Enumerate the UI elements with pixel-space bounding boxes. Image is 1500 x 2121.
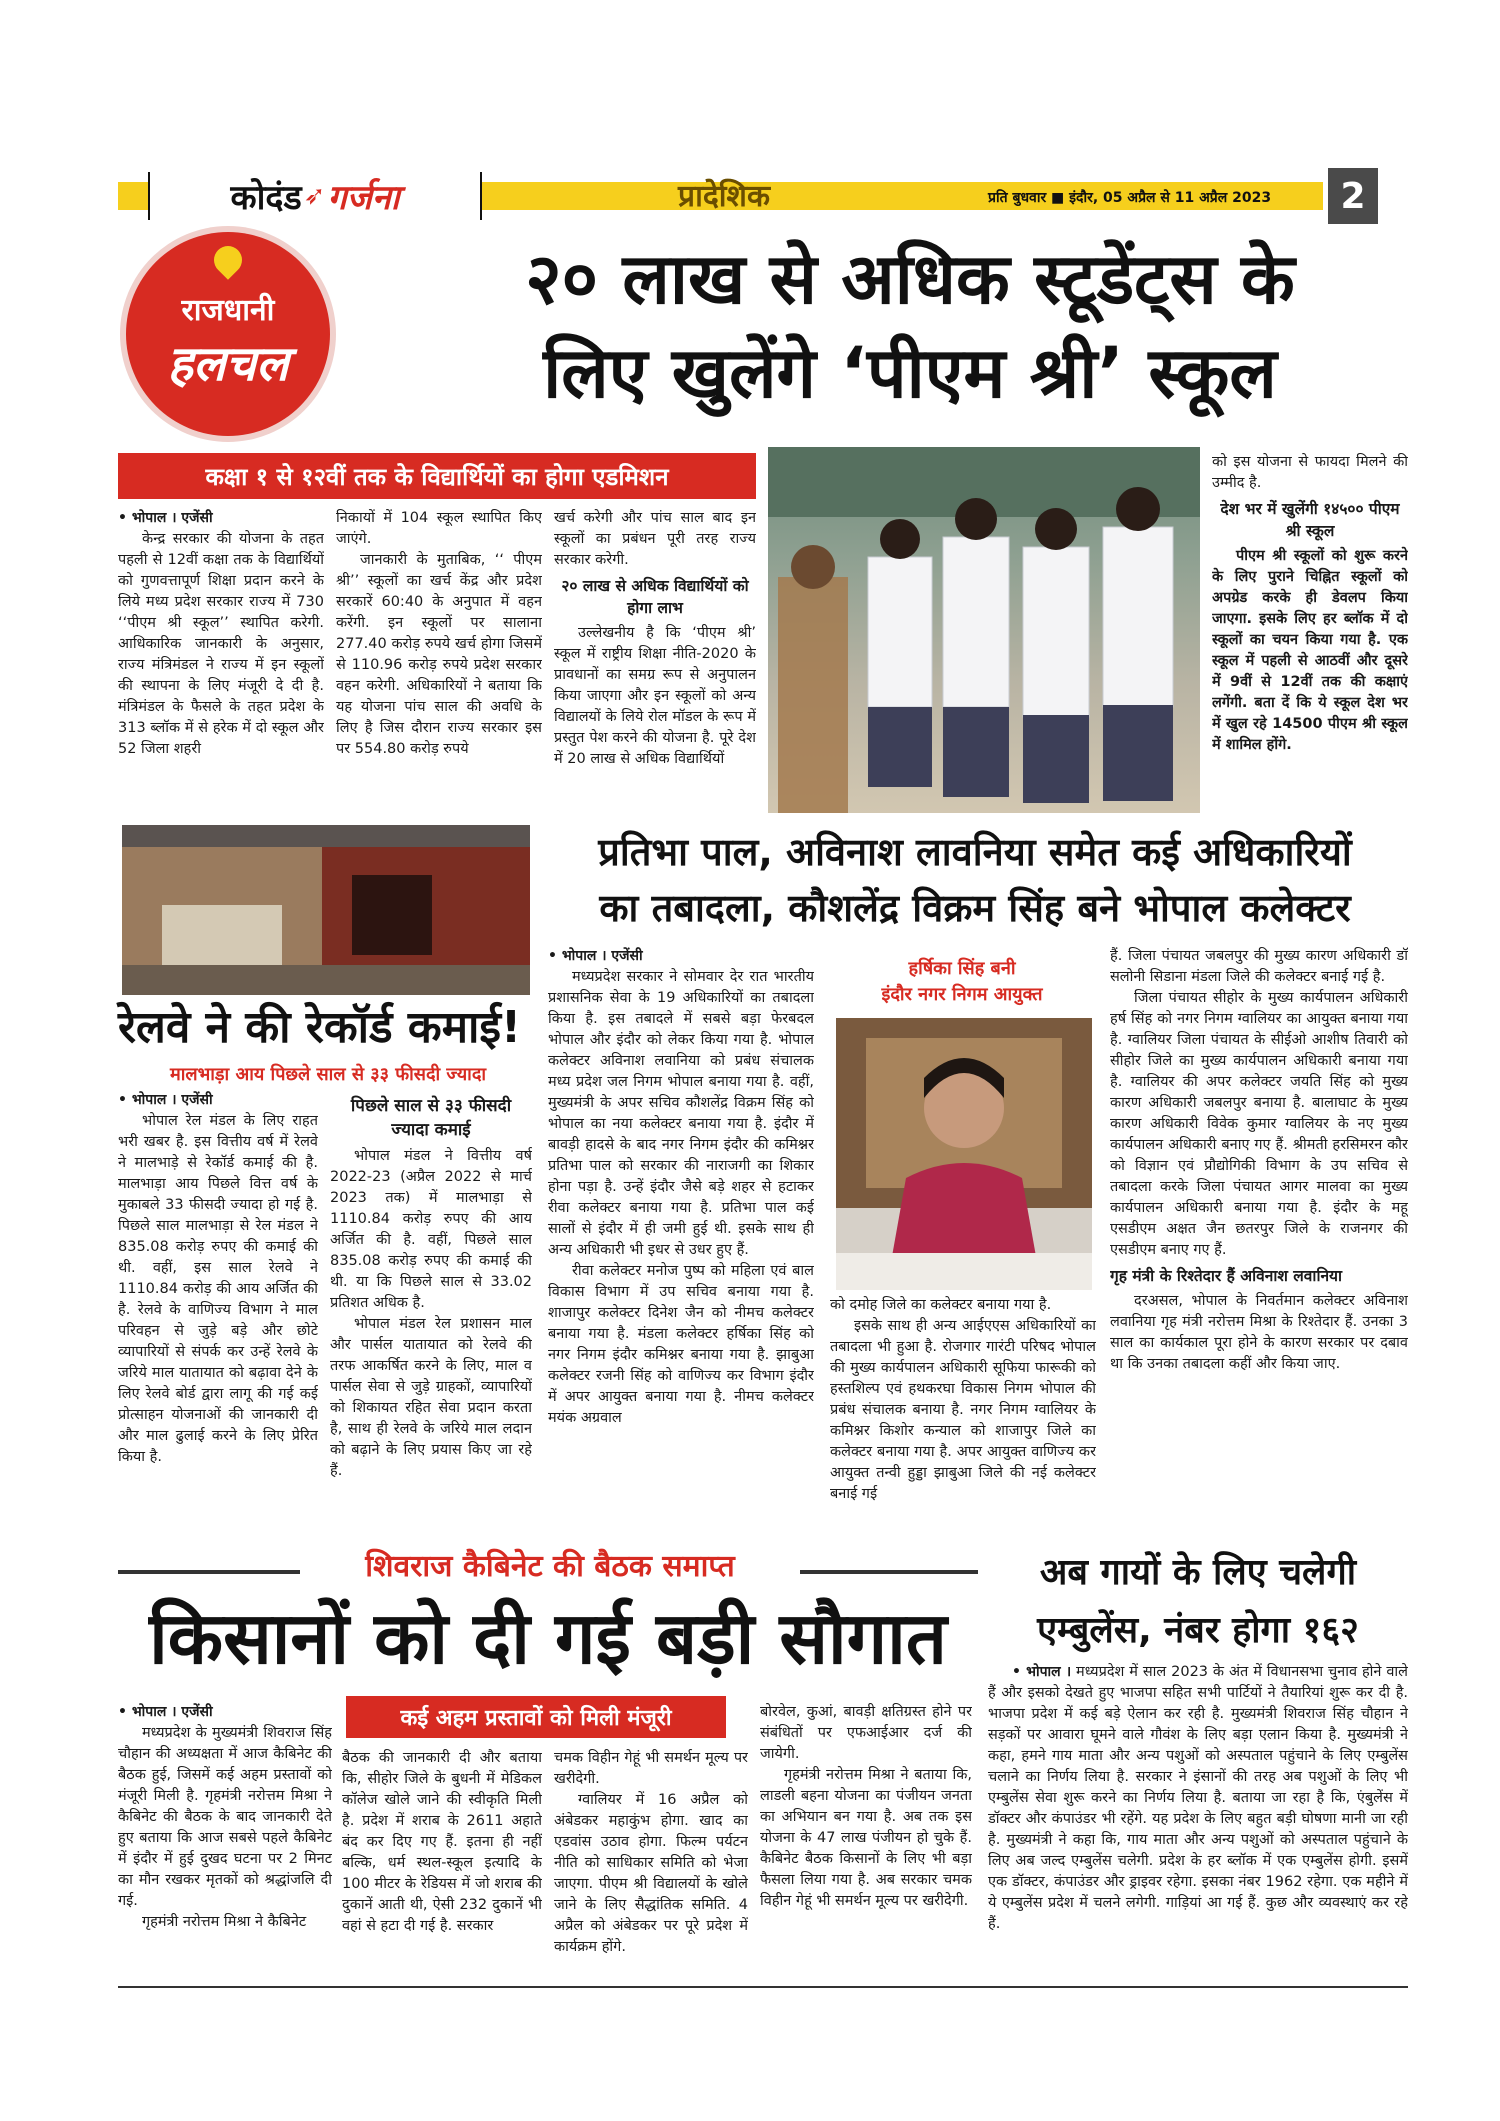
story5-dateline: • भोपाल ।	[1012, 1664, 1072, 1680]
students-illustration	[768, 447, 1200, 813]
page-number: 2	[1328, 168, 1378, 224]
story5-headline-line2: एम्बुलेंस, नंबर होगा १६२	[1037, 1610, 1359, 1651]
page-bottom-rule	[118, 1986, 1408, 1988]
story4-kicker: शिवराज कैबिनेट की बैठक समाप्त	[300, 1544, 800, 1585]
story3-col1	[548, 946, 814, 1538]
story4-col4	[760, 1702, 972, 1974]
masthead-dateline: प्रति बुधवार ■ इंदौर, 05 अप्रैल से 11 अप्रैल 2023	[988, 190, 1272, 206]
story4-col1-text: मध्यप्रदेश के मुख्यमंत्री शिवराज सिंह चौहान की अध्यक्षता में आज कैबिनेट की बैठक हुई, जिसमें कई अहम प्रस्तावों को मंजूरी मिली है. गृहमंत्री नरोत्तम मिश्रा ने कैबिनेट की बैठक के बाद जानकारी देते हुए बताया कि आज सबसे पहले कैबिनेट में इंदौर में हुई दुखद घटना पर 2 मिनट का मौन रखकर मृतकों को श्रद्धांजलि दी गई.	[118, 1725, 332, 1909]
story1-col2b-text: जानकारी के मुताबिक, ‘‘ पीएम श्री’’ स्कूलों का खर्च केंद्र और प्रदेश सरकारें 60:40 के अनुपात में वहन करेंगी. इन स्कूलों पर सालाना 277.40 करोड़ रुपये खर्च होगा जिसमें से 110.96 करोड़ रुपये प्रदेश सरकार वहन करेगी. अधिकारियों ने बताया कि यह योजना पांच साल की अवधि के लिए है जिस दौरान राज्य सरकार इस पर 554.80 करोड़ रुपये	[336, 552, 542, 757]
story1-col3a-text: खर्च करेगी और पांच साल बाद इन स्कूलों का प्रबंधन पूरी तरह राज्य सरकार करेगी.	[554, 510, 756, 568]
story1-col4b-text: पीएम श्री स्कूलों को शुरू करने के लिए पुराने चिह्नित स्कूलों को अपग्रेड करके ही डेवलप किया जाएगा. इसके लिए हर ब्लॉक में दो स्कूलों का चयन किया गया है. एक स्कूल में पहली से आठवीं और दूसरे में 9वीं से 12वीं तक की कक्षाएं लगेंगी. बता दें कि ये स्कूल देश भर में खुल रहे 14500 पीएम श्री स्कूल में शामिल होंगे.	[1212, 548, 1408, 753]
story3-dateline: • भोपाल । एजेंसी	[548, 948, 643, 964]
story3-headline-line2: का तबादला, कौशलेंद्र विक्रम सिंह बने भोपाल कलेक्टर	[599, 886, 1351, 930]
story1-col3b-text: उल्लेखनीय है कि ‘पीएम श्री’ स्कूल में राष्ट्रीय शिक्षा नीति-2020 के प्रावधानों का समग्र रूप से अनुपालन किया जाएगा और इन स्कूलों को अन्य विद्यालयों के लिये रोल मॉडल के रूप में प्रस्तुत पेश करने की योजना है. पूरे देश में 20 लाख से अधिक विद्यार्थियों	[554, 625, 756, 767]
story5-headline-line1: अब गायों के लिए चलेगी	[1039, 1552, 1357, 1593]
portrait-illustration	[836, 1018, 1092, 1290]
story3-col1b-text: रीवा कलेक्टर मनोज पुष्प को महिला एवं बाल विकास विभाग में उप सचिव बनाया गया है. शाजापुर कलेक्टर दिनेश जैन को नीमच कलेक्टर बनाया गया है. मंडला कलेक्टर हर्षिका सिंह को नगर निगम इंदौर कमिश्नर बनाया गया है. झाबुआ कलेक्टर रजनी सिंह को वाणिज्य कर विभाग इंदौर में अपर आयुक्त बनाया गया है. नीमच कलेक्टर मयंक अग्रवाल	[548, 1263, 814, 1426]
story1-col4	[1212, 452, 1408, 822]
railway-illustration	[122, 825, 530, 995]
story1-col1	[118, 508, 324, 813]
story1-col2a-text: निकायों में 104 स्कूल स्थापित किए जाएंगे.	[336, 510, 542, 547]
story4-col2	[342, 1748, 542, 1974]
story3-col2a-text: को दमोह जिले का कलेक्टर बनाया गया है.	[830, 1297, 1052, 1313]
story1-dateline: • भोपाल । एजेंसी	[118, 510, 213, 526]
story3-col2	[830, 1295, 1096, 1538]
story2-headline: रेलवे ने की रेकॉर्ड कमाई!	[118, 1002, 522, 1053]
story4-col3a-text: चमक विहीन गेहूं भी समर्थन मूल्य पर खरीदेगी.	[554, 1750, 748, 1787]
story3-headline-line1: प्रतिभा पाल, अविनाश लावनिया समेत कई अधिकारियों	[598, 830, 1352, 874]
story5-body-text	[988, 1662, 1408, 1935]
story3-col3	[1110, 946, 1408, 1538]
story1-headline-line1: २० लाख से अधिक स्टूडेंट्स के	[525, 238, 1295, 320]
story4-col1b-text: गृहमंत्री नरोत्तम मिश्रा ने कैबिनेट	[142, 1914, 307, 1930]
bow-arrow-icon: ➶	[303, 181, 326, 211]
story5-text: मध्यप्रदेश में साल 2023 के अंत में विधानसभा चुनाव होने वाले हैं और इसको देखते हुए भाजपा सहित सभी पार्टियों ने तैयारियां शुरू कर दी है. भाजपा प्रदेश में कई बड़े ऐलान कर रही है. मुख्यमंत्री शिवराज सिंह चौहान ने सड़कों पर आवारा घूमने वाले गौवंश के लिए बड़ा एलान किया है. मुख्यमंत्री ने कहा, हमने गाय माता और अन्य पशुओं को अस्पताल पहुंचाने के लिए एम्बुलेंस चलाने का निर्णय लिया है. सरकार ने इंसानों की तरह अब पशुओं के लिए भी एम्बुलेंस सेवा शुरू करने का निर्णय लिया है. बताया जा रहा है कि, एंबुलेंस में डॉक्टर और कंपाउंडर भी रहेंगे. यह प्रदेश के लिए बहुत बड़ी घोषणा मानी जा रही है. मुख्यमंत्री ने कहा कि, गाय माता और अन्य पशुओं को अस्पताल पहुंचाने के लिए अब जल्द एम्बुलेंस चलेगी. प्रदेश के हर ब्लॉक में एक एम्बुलेंस होगी. इसमें एक डॉक्टर, कंपाउंडर और ड्राइवर रहेगा. इसका नंबर 1962 रहेगा. एक महीने में ये एम्बुलेंस प्रदेश में चलने लगेगी. गाड़ियां आ गई हैं. कुछ और व्यवस्थाएं कर रहे हैं.	[988, 1664, 1408, 1932]
story3-col2b-text: इसके साथ ही अन्य आईएएस अधिकारियों का तबादला भी हुआ है. रोजगार गारंटी परिषद भोपाल की मुख्य कार्यपालन अधिकारी सूफिया फारूकी को हस्तशिल्प एवं हथकरघा विकास निगम भोपाल की प्रबंध संचालक बनाया है. नगर निगम ग्वालियर के कमिश्नर किशोर कन्याल को शाजापुर जिले का कलेक्टर बनाया गया है. अपर आयुक्त वाणिज्य कर आयुक्त तन्वी हुड्डा झाबुआ जिले की नई कलेक्टर बनाई गई	[830, 1318, 1096, 1502]
logo-part2: गर्जना	[327, 178, 400, 218]
section-label: प्रादेशिक	[678, 179, 770, 214]
masthead	[118, 172, 1398, 220]
story3-col1-text: मध्यप्रदेश सरकार ने सोमवार देर रात भारतीय प्रशासनिक सेवा के 19 अधिकारियों का तबादला किया है. इस तबादले में सबसे बड़ा फेरबदल भोपाल और इंदौर को लेकर किया गया है. भोपाल कलेक्टर अविनाश लवानिया को प्रबंध संचालक मध्य प्रदेश जल निगम भोपाल बनाया गया है. वहीं, मुख्यमंत्री के अपर सचिव कौशलेंद्र विक्रम सिंह को भोपाल का नया कलेक्टर बनाया गया है. इंदौर में बावड़ी हादसे के बाद नगर निगम इंदौर की कमिश्नर प्रतिभा पाल को सरकार की नाराजगी का शिकार होना पड़ा है. उन्हें इंदौर जैसे बड़े शहर से हटाकर रीवा कलेक्टर बनाया गया है. प्रतिभा पाल कई सालों से इंदौर में ही जमी हुई थी. इसके साथ ही अन्य अधिकारी भी इधर से उधर हुए हैं.	[548, 969, 814, 1258]
story4-col3	[554, 1748, 748, 1974]
story3-caption-line1: हर्षिका सिंह बनी	[908, 958, 1016, 979]
story1-col4a-text: को इस योजना से फायदा मिलने की उम्मीद है.	[1212, 454, 1408, 491]
story1-col4-subhead: देश भर में खुलेंगी १४५०० पीएम श्री स्कूल	[1220, 500, 1400, 540]
location-pin-icon	[208, 240, 248, 280]
story2-col2b-text: भोपाल मंडल रेल प्रशासन माल और पार्सल यातायात को रेलवे की तरफ आकर्षित करने के लिए, माल व पार्सल सेवा से जुड़े ग्राहकों, व्यापारियों को शिकायत रहित सेवा प्रदान करता है, साथ ही रेलवे के जरिये माल लदान को बढ़ाने के लिए प्रयास किए जा रहे हैं.	[330, 1316, 532, 1479]
story4-dateline: • भोपाल । एजेंसी	[118, 1704, 213, 1720]
story1-col3-subhead: २० लाख से अधिक विद्यार्थियों को होगा लाभ	[561, 577, 749, 617]
story4-band: कई अहम प्रस्तावों को मिली मंजूरी	[346, 1696, 726, 1738]
story1-headline-line2: लिए खुलेंगे ‘पीएम श्री’ स्कूल	[543, 332, 1277, 414]
story3-col3c-text: दरअसल, भोपाल के निवर्तमान कलेक्टर अविनाश लवानिया गृह मंत्री नरोत्तम मिश्रा के रिश्तेदार हैं. उनका 3 साल का कार्यकाल पूरा होने के कारण सरकार पर दबाव था कि उनका तबादला कहीं और किया जाए.	[1110, 1293, 1408, 1372]
story2-col1-text: भोपाल रेल मंडल के लिए राहत भरी खबर है. इस वित्तीय वर्ष में रेलवे ने मालभाड़े से रेकॉर्ड कमाई की है. मालभाड़ा आय पिछले वित्त वर्ष के मुकाबले 33 फीसदी ज्यादा हो गई है. पिछले साल मालभाड़ा से रेल मंडल ने 835.08 करोड़ रुपए की कमाई की थी. वहीं, इस साल रेलवे ने 1110.84 करोड़ की आय अर्जित की है. रेलवे के वाणिज्य विभाग ने माल परिवहन से जुड़े बड़े और छोटे व्यापारियों से संपर्क कर उन्हें रेलवे के जरिये माल यातायात को बढ़ावा देने के लिए रेलवे बोर्ड द्वारा लागू की गई कई प्रोत्साहन योजनाओं की जानकारी दी और माल ढुलाई करने के लिए प्रेरित किया है.	[118, 1113, 318, 1465]
story1-col2	[336, 508, 542, 813]
story1-col1-text: केन्द्र सरकार की योजना के तहत पहली से 12वीं कक्षा तक के विद्यार्थियों को गुणवत्तापूर्ण शिक्षा प्रदान करने के लिये मध्य प्रदेश सरकार राज्य में 730 ‘‘पीएम श्री स्कूल’’ स्थापित करेगी. आधिकारिक जानकारी के अनुसार, राज्य मंत्रिमंडल ने राज्य में इन स्कूलों की स्थापना के लिए मंजूरी दे दी है. मंत्रिमंडल के फैसले के तहत प्रदेश के 313 ब्लॉक में से हरेक में दो स्कूल और 52 जिला शहरी	[118, 531, 324, 757]
story2-col2-subhead: पिछले साल से ३३ फीसदी ज्यादा कमाई	[350, 1096, 512, 1140]
harshika-singh-photo	[836, 1018, 1092, 1290]
badge-line1: राजधानी	[181, 293, 275, 328]
story2-dateline: • भोपाल । एजेंसी	[118, 1092, 213, 1108]
railway-photo	[122, 825, 530, 995]
story5-body	[988, 1662, 1408, 1974]
story2-kicker: मालभाड़ा आय पिछले साल से ३३ फीसदी ज्यादा	[169, 1064, 487, 1085]
rajdhani-halchal-badge	[126, 232, 330, 436]
story3-col3-subhead: गृह मंत्री के रिश्तेदार हैं अविनाश लवानिया	[1110, 1267, 1343, 1285]
badge-line2: हलचल	[167, 336, 289, 392]
story2-col2	[330, 1090, 532, 1530]
story2-col2a-text: भोपाल मंडल ने वित्तीय वर्ष 2022-23 (अप्रैल 2022 से मार्च 2023 तक) में मालभाड़ा से 1110.84 करोड़ रुपए की आय अर्जित की है. वहीं, पिछले साल 835.08 करोड़ रुपए की कमाई की थी. या कि पिछले साल से 33.02 प्रतिशत अधिक है.	[330, 1148, 532, 1311]
story3-caption-line2: इंदौर नगर निगम आयुक्त	[881, 984, 1043, 1005]
story4-col4b-text: गृहमंत्री नरोत्तम मिश्रा ने बताया कि, लाडली बहना योजना का पंजीयन जनता का अभियान बन गया है. अब तक इस योजना के 47 लाख पंजीयन हो चुके हैं. कैबिनेट बैठक किसानों के लिए भी बड़ा फैसला लिया गया है. अब सरकार चमक विहीन गेहूं भी समर्थन मूल्य पर खरीदेगी.	[760, 1767, 972, 1909]
story4-headline: किसानों को दी गई बड़ी सौगात	[149, 1596, 947, 1680]
story3-photo-caption	[826, 956, 1098, 1008]
story4-col2-text: बैठक की जानकारी दी और बताया कि, सीहोर जिले के बुधनी में मेडिकल कॉलेज खोले जाने की स्वीकृति मिली है. प्रदेश में शराब के 2611 अहाते बंद कर दिए गए हैं. इतना ही नहीं बल्कि, धर्म स्थल-स्कूल इत्यादि के 100 मीटर के रेडियस में जो शराब की दुकानें आती थी, ऐसी 232 दुकानें भी वहां से हटा दी गई है. सरकार	[342, 1750, 542, 1934]
story2-col1	[118, 1090, 318, 1530]
story1-col3	[554, 508, 756, 813]
story3-col3b-text: जिला पंचायत सीहोर के मुख्य कार्यपालन अधिकारी हर्ष सिंह को नगर निगम ग्वालियर का आयुक्त बनाया गया है. ग्वालियर जिला पंचायत के सीईओ आशीष तिवारी को सीहोर जिले का मुख्य कार्यपालन अधिकारी बनाया गया है. ग्वालियर की अपर कलेक्टर जयति सिंह को मुख्य कारण अधिकारी जबलपुर बनाया है. बालाघाट के मुख्य कारण अधिकारी विवेक कुमार ग्वालियर के नए मुख्य कार्यपालन अधिकारी बनाए गए हैं. श्रीमती हरसिमरन कौर को विज्ञान एवं प्रौद्योगिकी विभाग के उप सचिव से तबादला करके जिला पंचायत आगर मालवा का मुख्य कार्यपालन अधिकारी बनाया गया है. इंदौर के महू एसडीएम अक्षत जैन छतरपुर जिले के राजनगर की एसडीएम बनाए गए हैं.	[1110, 990, 1408, 1258]
students-photo	[768, 447, 1200, 813]
story4-col3b-text: ग्वालियर में 16 अप्रैल को अंबेडकर महाकुंभ होगा. खाद का एडवांस उठाव होगा. फिल्म पर्यटन नीति को साधिकार समिति को भेजा जाएगा. पीएम श्री विद्यालयों के खोले जाने के लिए सैद्धांतिक समिति. 4 अप्रैल को अंबेडकर पर पूरे प्रदेश में कार्यक्रम होंगे.	[554, 1792, 748, 1955]
logo-part1: कोदंड	[230, 178, 302, 218]
story3-col3a-text: हैं. जिला पंचायत जबलपुर की मुख्य कारण अधिकारी डॉ सलोनी सिडाना मंडला जिले की कलेक्टर बनाई गई है.	[1110, 948, 1408, 985]
story1-band: कक्षा १ से १२वीं तक के विद्यार्थियों का होगा एडमिशन	[118, 453, 756, 499]
logo-box	[148, 172, 482, 220]
story4-col1	[118, 1702, 332, 1974]
story4-col4a-text: बोरवेल, कुआं, बावड़ी क्षतिग्रस्त होने पर संबंधितों पर एफआईआर दर्ज की जायेगी.	[760, 1704, 972, 1762]
